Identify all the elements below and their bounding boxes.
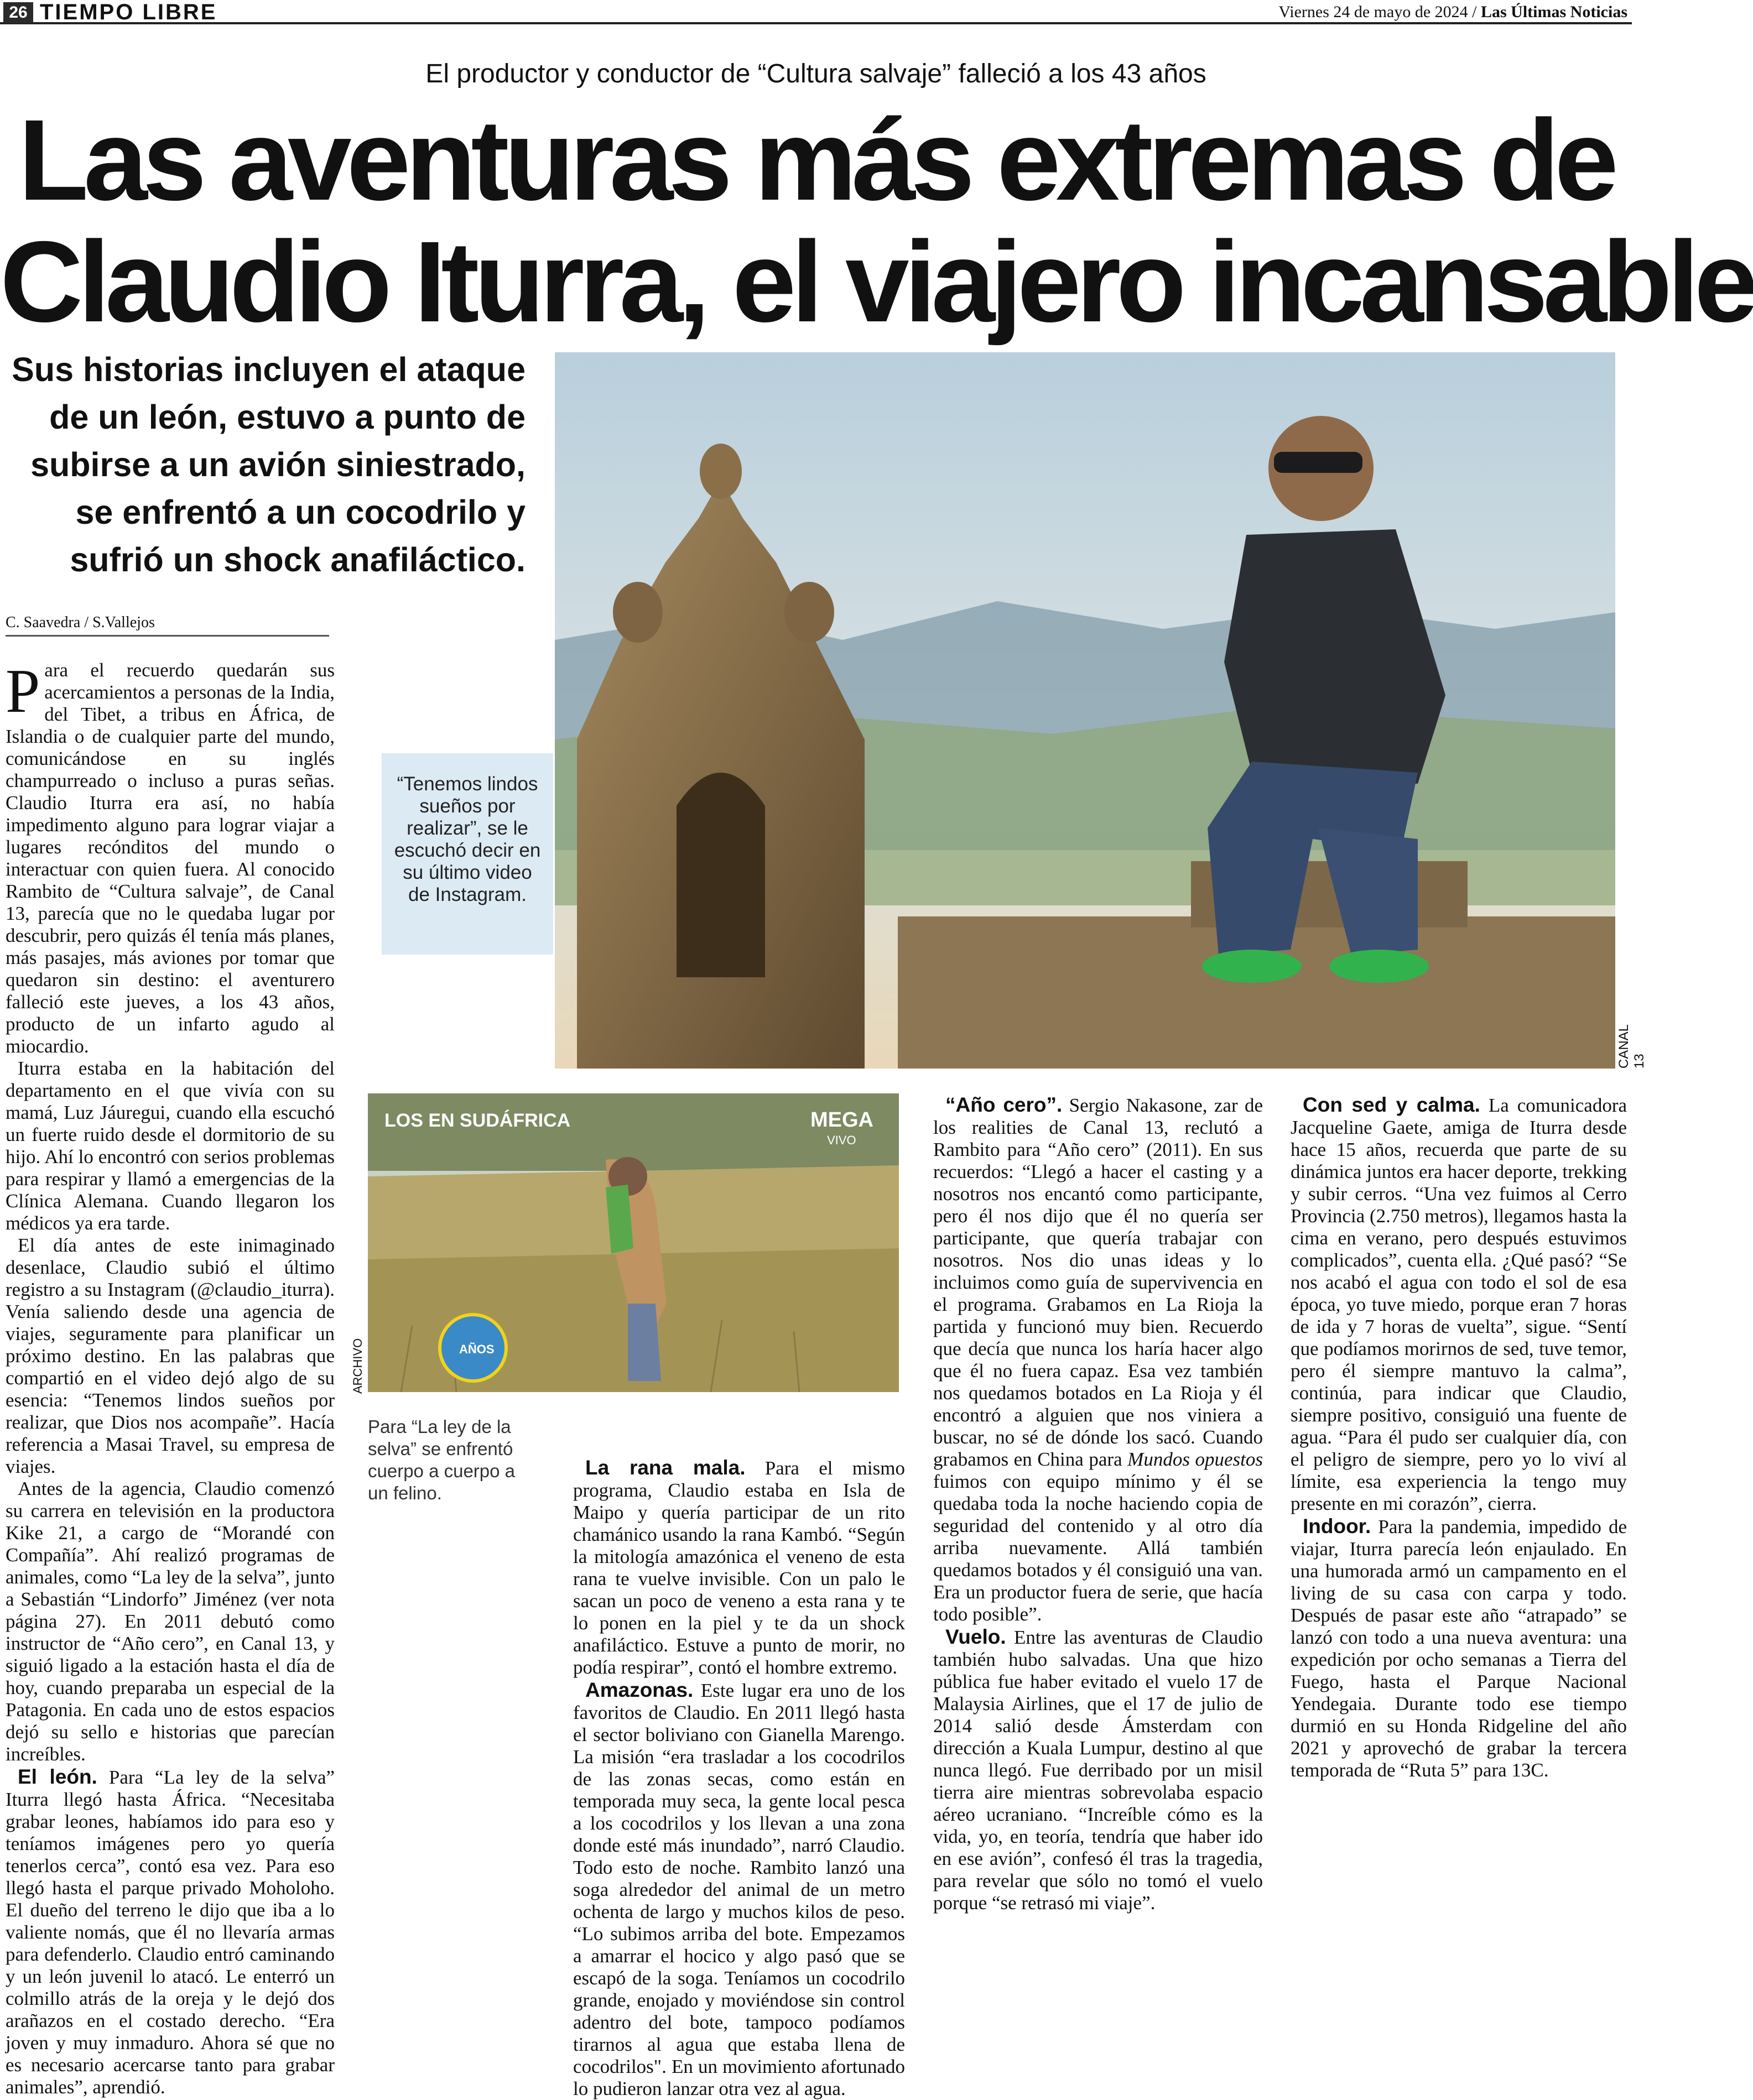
lion-photo-credit: ARCHIVO bbox=[351, 1338, 365, 1394]
subhead-rana: La rana mala. bbox=[585, 1456, 746, 1479]
paragraph: fuimos con equipo mínimo y él se quedaba toda la noche haciendo copia de seguridad del contenido y al otro día arriba nuevamente. Allá también quedamos botados y él consiguió una van. Era un productor fuera de serie, que hacía todo posible”. bbox=[933, 1471, 1263, 1625]
headline-line-2: Claudio Iturra, el viajero incansable bbox=[0, 218, 1753, 346]
paragraph: Este lugar era uno de los favoritos de Claudio. En 2011 llegó hasta el sector boliviano con Gianella Marengo. La misión “era trasladar a los cocodrilos de las zonas secas, como están en temporada muy seca, la gente local pesca a los cocodrilos y los llevan a una zona donde esté más inundado”, narró Claudio. Todo esto de noche. Rambito lanzó una soga alrededor del animal de un metro ochenta de largo y muchos kilos de peso. “Lo subimos arriba del bote. Empezamos a amarrar el hocico y algo pasó que se escapó de la soga. Teníamos un cocodrilo grande, enojado y moviéndose sin control adentro del bote, tampoco podíamos tirarnos al agua que estaba llena de cocodrilos". En un movimiento afortunado lo pudieron lanzar otra vez al agua. bbox=[573, 1680, 905, 2099]
section-title: TIEMPO LIBRE bbox=[40, 0, 217, 24]
subhead-amazonas: Amazonas. bbox=[585, 1679, 694, 1701]
program-title-italic: Mundos opuestos bbox=[1127, 1448, 1263, 1470]
masthead bbox=[0, 0, 1632, 24]
subhead-leon: El león. bbox=[18, 1765, 97, 1788]
drop-cap: P bbox=[6, 657, 40, 726]
paragraph: La comunicadora Jacqueline Gaete, amiga de Iturra desde hace 15 años, recuerda que parte de su dinámica juntos era hacer deporte, trekking y subir cerros. “Una vez fuimos al Cerro Provincia (2.750 metros), llegamos hasta la cima en verano, pero después estuvimos complicados”, cuenta ella. ¿Qué pasó? “Se nos acabó el agua con todo el sol de esa época, yo tuve miedo, porque eran 7 horas de ida y 7 horas de vuelta”, sigue. “Sentí que podíamos morirnos de sed, tuve temor, pero él siempre mantuvo la calma”, continúa, para indicar que Claudio, siempre positivo, consiguió una fuente de agua. “Para él pudo ser cualquier día, con el peligro de siempre, pero yo lo viví al límite, esa experiencia la tengo muy presente en mi corazón”, cierra. bbox=[1291, 1095, 1627, 1514]
overlay-live-label: VIVO bbox=[827, 1133, 856, 1147]
issue-date: Viernes 24 de mayo de 2024 bbox=[1278, 3, 1468, 21]
subhead-indoor: Indoor. bbox=[1303, 1515, 1371, 1538]
paragraph: Para “La ley de la selva” Iturra llegó hasta África. “Necesitaba grabar leones, habíamos ido para eso y teníamos imágenes pero yo quería tenerlos cerca”, contó esa vez. Para eso llegó hasta el parque privado Moholoho. El dueño del terreno le dijo que iba a lo valiente nomás, que él no llevaría armas para defenderlo. Claudio entró caminando y un león juvenil lo atacó. Le enterró un colmillo atrás de la oreja y le dejó dos arañazos en el costado derecho. “Era joven y muy inmaduro. Ahora sé que no es necesario acercarse tanto para grabar animales”, aprendió. bbox=[6, 1766, 335, 2098]
article-column-2 bbox=[573, 1456, 906, 2099]
byline: C. Saavedra / S.Vallejos bbox=[6, 614, 329, 637]
paragraph: Para el mismo programa, Claudio estaba en Isla de Maipo y quería participar de un rito chamánico usando la rana Kambó. “Según la mitología amazónica el veneno de esta rana te vuelve invisible. Con un palo le sacan un poco de veneno a esta rana y te lo ponen en la piel y te da un shock anafiláctico. Estuve a punto de morir, no podía respirar”, contó el hombre extremo. bbox=[573, 1457, 906, 1678]
main-photo-illustration bbox=[555, 352, 1615, 1069]
headline-line-1: Las aventuras más extremas de bbox=[18, 96, 1614, 225]
article-column-4 bbox=[1291, 1093, 1627, 2086]
article-column-3 bbox=[933, 1093, 1263, 2086]
overlay-channel-logo: MEGA bbox=[810, 1108, 873, 1132]
lion-photo-illustration bbox=[368, 1093, 899, 1392]
paragraph: Para la pandemia, impedido de viajar, Iturra parecía león enjaulado. En una humorada armó un campamento en el living de su casa con carpa y todo. Después de pasar este año “atrapado” se lanzó con todo a una nueva aventura: una expedición por ocho semanas a Tierra del Fuego, hasta el Parque Nacional Yendegaia. Durante todo ese tiempo durmió en su Honda Ridgeline del año 2021 y aprovechó de grabar la tercera temporada de “Ruta 5” para 13C. bbox=[1291, 1516, 1627, 1781]
paragraph: El día antes de este inimaginado desenlace, Claudio subió el último registro a su Instagram (@claudio_iturra). Venía saliendo desde una agencia de viajes, seguramente para planificar un próximo destino. En las palabras que compartió en el video dejó algo de su esencia: “Tenemos lindos sueños por realizar, que Dios nos acompañe”. Hacía referencia a Masai Travel, su empresa de viajes. bbox=[6, 1234, 335, 1477]
overlay-badge: AÑOS bbox=[459, 1342, 495, 1356]
dateline bbox=[1278, 0, 1627, 24]
subhead-vuelo: Vuelo. bbox=[945, 1625, 1006, 1648]
main-photo bbox=[555, 352, 1615, 1069]
paragraph: Antes de la agencia, Claudio comenzó su carrera en televisión en la productora Kike 21, a cargo de “Morandé con Compañía”. Ahí realizó programas de animales, como “La ley de la selva”, junto a Sebastián “Lindorfo” Jiménez (ver nota página 27). En 2011 debutó como instructor de “Año cero”, en Canal 13, y siguió ligado a la estación hasta el día de hoy, cuando preparaba un especial de la Patagonia. En cada uno de estos espacios dejó su sello e historias que parecían increíbles. bbox=[6, 1478, 335, 1765]
subhead-sed: Con sed y calma. bbox=[1303, 1093, 1480, 1116]
dateline-separator: / bbox=[1472, 3, 1477, 21]
pull-quote: “Tenemos lindos sueños por realizar”, se le escuchó decir en su último video de Instagram. bbox=[382, 753, 553, 955]
paragraph: Sergio Nakasone, zar de los realities de Canal 13, reclutó a Rambito para “Año cero” (2011). En sus recuerdos: “Llegó a hacer el casting y a nosotros nos encantó como participante, pero él nos dijo que él no quería ser participante, que quería trabajar con nosotros. Nos dio unas ideas y lo incluimos como guía de supervivencia en el programa. Grabamos en La Rioja la partida y funcionó muy bien. Recuerdo que decía que nunca los haría hacer algo que él no fuera capaz. Esa vez también nos quedamos botados en La Rioja y él encontró a alguien que nos viniera a buscar, no sé de dónde los sacó. Cuando grabamos en China para bbox=[933, 1095, 1263, 1470]
headline bbox=[0, 96, 1753, 346]
article-column-1 bbox=[6, 657, 335, 2098]
newspaper-name: Las Últimas Noticias bbox=[1481, 3, 1627, 21]
main-photo-credit: CANAL 13 bbox=[1616, 1024, 1647, 1069]
overlay-program-label: LOS EN SUDÁFRICA bbox=[384, 1110, 571, 1131]
page-number: 26 bbox=[3, 2, 33, 23]
paragraph: Iturra estaba en la habitación del departamento en el que vivía con su mamá, Luz Jáuregui, cuando ella escuchó un fuerte ruido desde el dormitorio de su hijo. Ahí lo encontró con serios problemas para respirar y llamó a emergencias de la Clínica Alemana. Cuando llegaron los médicos ya era tarde. bbox=[6, 1057, 335, 1234]
deck: Sus historias incluyen el ataque de un león, estuvo a punto de subirse a un avión siniestrado, se enfrentó a un cocodrilo y sufrió un shock anafiláctico. bbox=[12, 351, 526, 579]
lion-photo-caption: Para “La ley de la selva” se enfrentó cuerpo a cuerpo a un felino. bbox=[368, 1416, 516, 1503]
subhead-ano-cero: “Año cero”. bbox=[945, 1093, 1063, 1116]
kicker: El productor y conductor de “Cultura salvaje” falleció a los 43 años bbox=[425, 59, 1206, 88]
lion-photo bbox=[368, 1093, 899, 1392]
paragraph-intro: ara el recuerdo quedarán sus acercamientos a personas de la India, del Tibet, a tribus en África, de Islandia o de cualquier parte del mundo, comunicándose en su inglés champurreado o incluso a puras señas. Claudio Iturra era así, no había impedimento alguno para lograr viajar a lugares recónditos del mundo o interactuar con quien fuera. Al conocido Rambito de “Cultura salvaje”, de Canal 13, parecía que no le quedaba lugar por descubrir, pero quizás él tenía más planes, más pasajes, más aviones por tomar que quedaron sin destino: el aventurero falleció este jueves, a los 43 años, producto de un infarto agudo al miocardio. bbox=[6, 659, 335, 1057]
paragraph: Entre las aventuras de Claudio también hubo salvadas. Una que hizo pública fue haber evitado el vuelo 17 de Malaysia Airlines, que el 17 de julio de 2014 salió desde Ámsterdam con dirección a Kuala Lumpur, destino al que nunca llegó. Fue derribado por un misil tierra aire mientras sobrevolaba espacio aéreo ucraniano. “Increíble cómo es la vida, yo, en teoría, tendría que haber ido en ese avión”, confesó él tras la tragedia, para revelar que sólo no tomó el vuelo porque “se retrasó mi viaje”. bbox=[933, 1627, 1263, 1914]
